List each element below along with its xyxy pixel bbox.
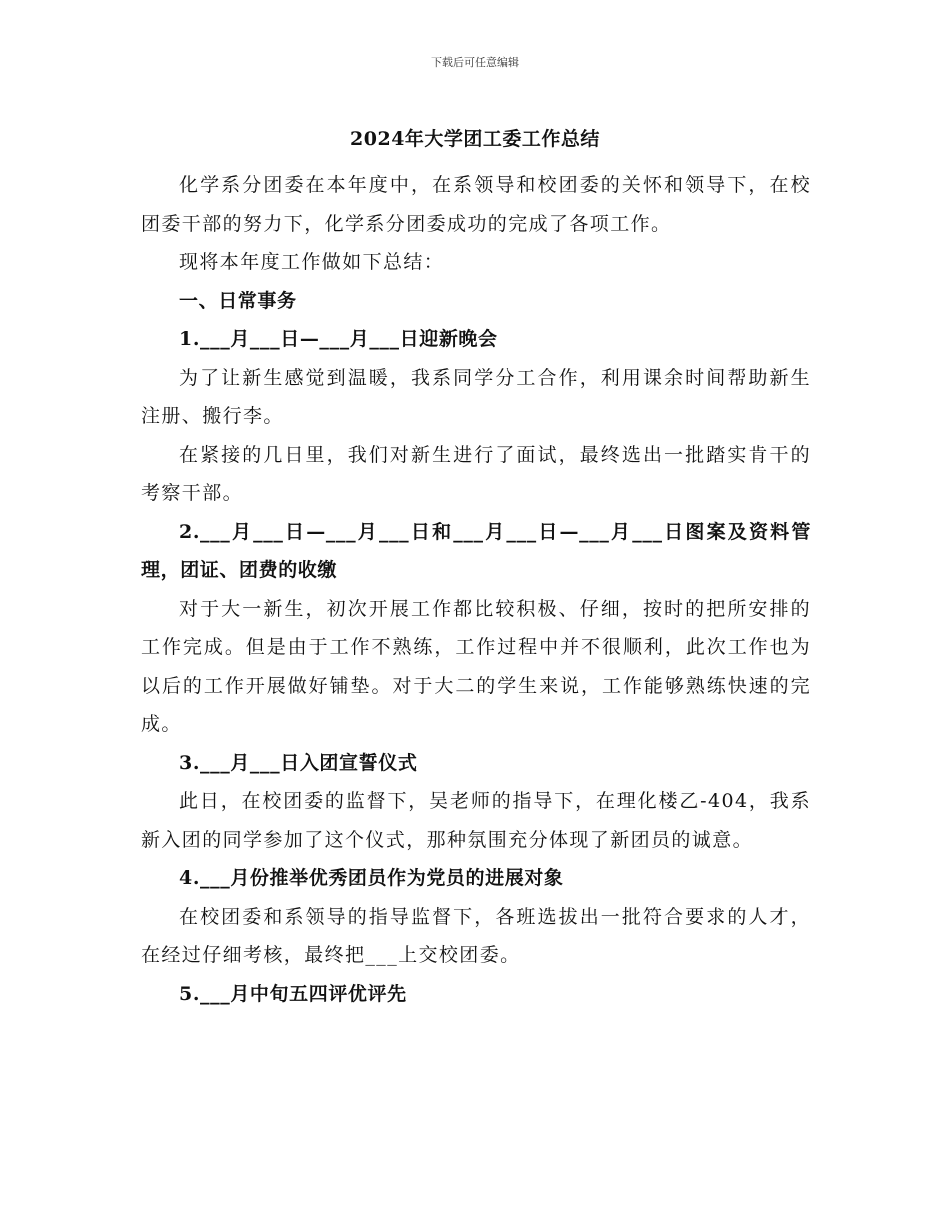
oath-paragraph: 此日，在校团委的监督下，吴老师的指导下，在理化楼乙-404，我系新入团的同学参加了这个仪式，那种氛围充分体现了新团员的诚意。 (141, 790, 811, 851)
item-heading-oath-ceremony: 3.___月___日入团宣誓仪式 (179, 751, 418, 774)
welcome-paragraph: 为了让新生感觉到温暖，我系同学分工合作，利用课余时间帮助新生注册、搬行李。 (141, 366, 811, 427)
candidates-paragraph: 在校团委和系领导的指导监督下，各班选拔出一批符合要求的人才，在经过仔细考核，最终把___上交校团委。 (141, 905, 811, 966)
item-heading-may-fourth-awards: 5.___月中旬五四评优评先 (179, 982, 407, 1005)
item-heading-records-management: 2.___月___日—___月___日和___月___日—___月___日图案及资料管理，团证、团费的收缴 (141, 520, 811, 581)
item-heading-party-candidates: 4.___月份推举优秀团员作为党员的进展对象 (179, 867, 564, 889)
document-title: 2024年大学团工委工作总结 (350, 128, 600, 150)
section-heading-daily-affairs: 一、日常事务 (179, 289, 297, 312)
summary-lead-paragraph: 现将本年度工作做如下总结： (179, 251, 445, 273)
intro-paragraph: 化学系分团委在本年度中，在系领导和校团委的关怀和领导下，在校团委干部的努力下，化学系分团委成功的完成了各项工作。 (141, 174, 811, 235)
document-body (141, 166, 811, 1013)
item-heading-welcome-party: 1.___月___日—___月___日迎新晚会 (179, 328, 498, 350)
header-note: 下载后可任意编辑 (431, 56, 519, 69)
records-paragraph: 对于大一新生，初次开展工作都比较积极、仔细，按时的把所安排的工作完成。但是由于工作不熟练，工作过程中并不很顺利，此次工作也为以后的工作开展做好铺垫。对于大二的学生来说，工作能够熟练快速的完成。 (141, 597, 811, 735)
interview-paragraph: 在紧接的几日里，我们对新生进行了面试，最终选出一批踏实肯干的考察干部。 (141, 443, 811, 504)
